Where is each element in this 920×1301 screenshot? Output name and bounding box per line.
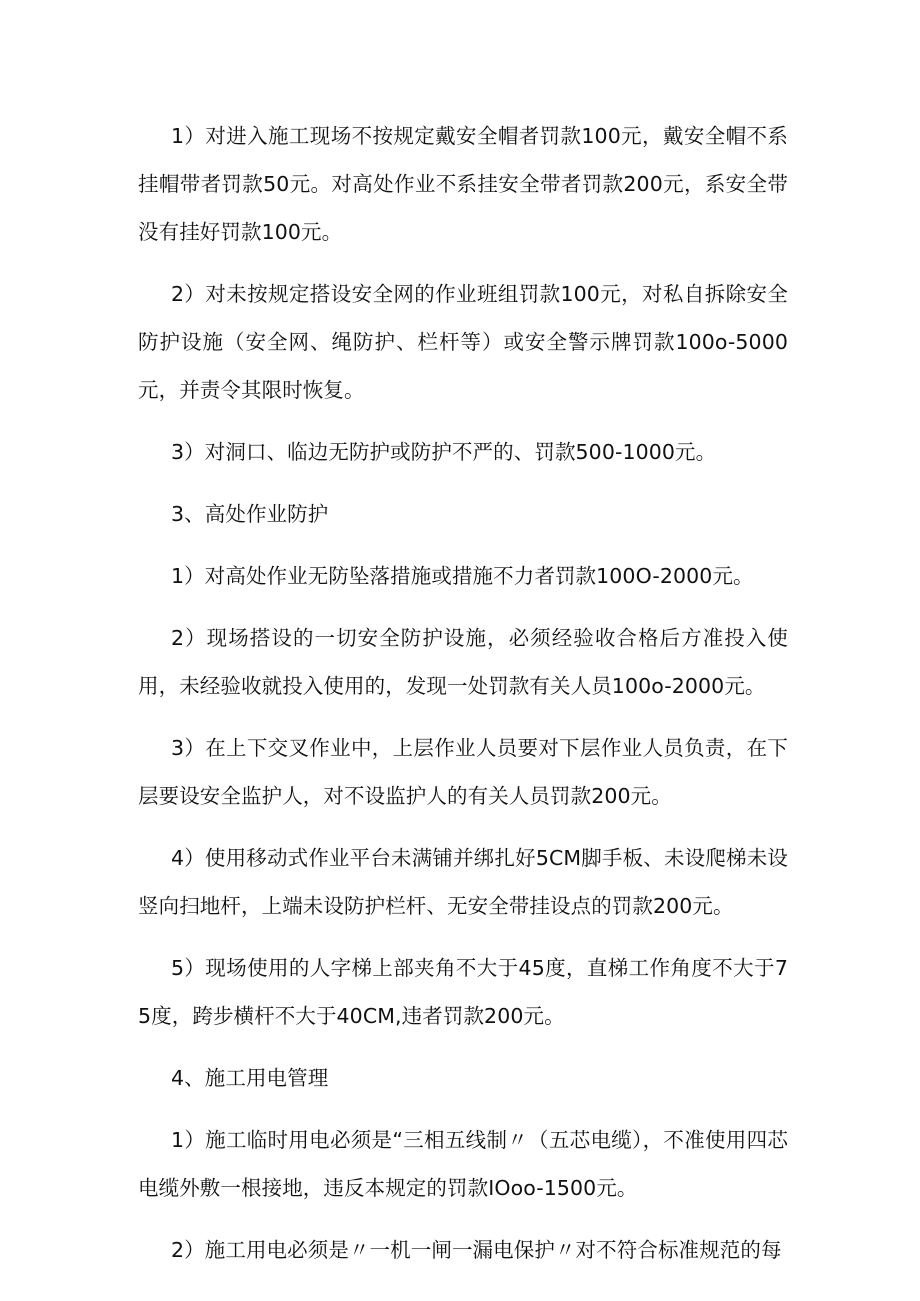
paragraph-safety-net-fines: 2）对未按规定搭设安全网的作业班组罚款100元，对私自拆除安全防护设施（安全网、绳防护、栏杆等）或安全警示牌罚款100o-5000元，并责令其限时恢复。 xyxy=(138,282,788,402)
paragraph-acceptance-fines: 2）现场搭设的一切安全防护设施，必须经验收合格后方准投入使用，未经验收就投入使用的，发现一处罚款有关人员100o-2000元。 xyxy=(138,626,788,698)
paragraph-opening-edge-fines: 3）对洞口、临边无防护或防护不严的、罚款500-1000元。 xyxy=(171,440,717,464)
paragraph-five-wire-fines: 1）施工临时用电必须是“三相五线制〃（五芯电缆），不准使用四芯电缆外敷一根接地，违反本规定的罚款IOoo-1500元。 xyxy=(138,1128,788,1200)
paragraph-safety-helmet-fines: 1）对进入施工现场不按规定戴安全帽者罚款100元，戴安全帽不系挂帽带者罚款50元。对高处作业不系挂安全带者罚款200元，系安全带没有挂好罚款100元。 xyxy=(138,124,788,244)
paragraph-mobile-platform-fines: 4）使用移动式作业平台未满铺并绑扎好5CM脚手板、未设爬梯未设竖向扫地杆，上端未设防护栏杆、无安全带挂设点的罚款200元。 xyxy=(138,846,788,918)
document-body xyxy=(138,112,788,1288)
section-heading-electricity: 4、施工用电管理 xyxy=(171,1066,329,1090)
paragraph-ladder-fines: 5）现场使用的人字梯上部夹角不大于45度，直梯工作角度不大于75度，跨步横杆不大于40CM,违者罚款200元。 xyxy=(138,956,788,1028)
paragraph-fall-prevention-fines: 1）对高处作业无防坠落措施或措施不力者罚款100O-2000元。 xyxy=(171,564,754,588)
paragraph-cross-work-fines: 3）在上下交叉作业中，上层作业人员要对下层作业人员负责，在下层要设安全监护人，对不设监护人的有关人员罚款200元。 xyxy=(138,736,788,808)
paragraph-leakage-protection: 2）施工用电必须是〃一机一闸一漏电保护〃对不符合标准规范的每 xyxy=(171,1238,782,1262)
section-heading-work-at-height: 3、高处作业防护 xyxy=(171,502,329,526)
